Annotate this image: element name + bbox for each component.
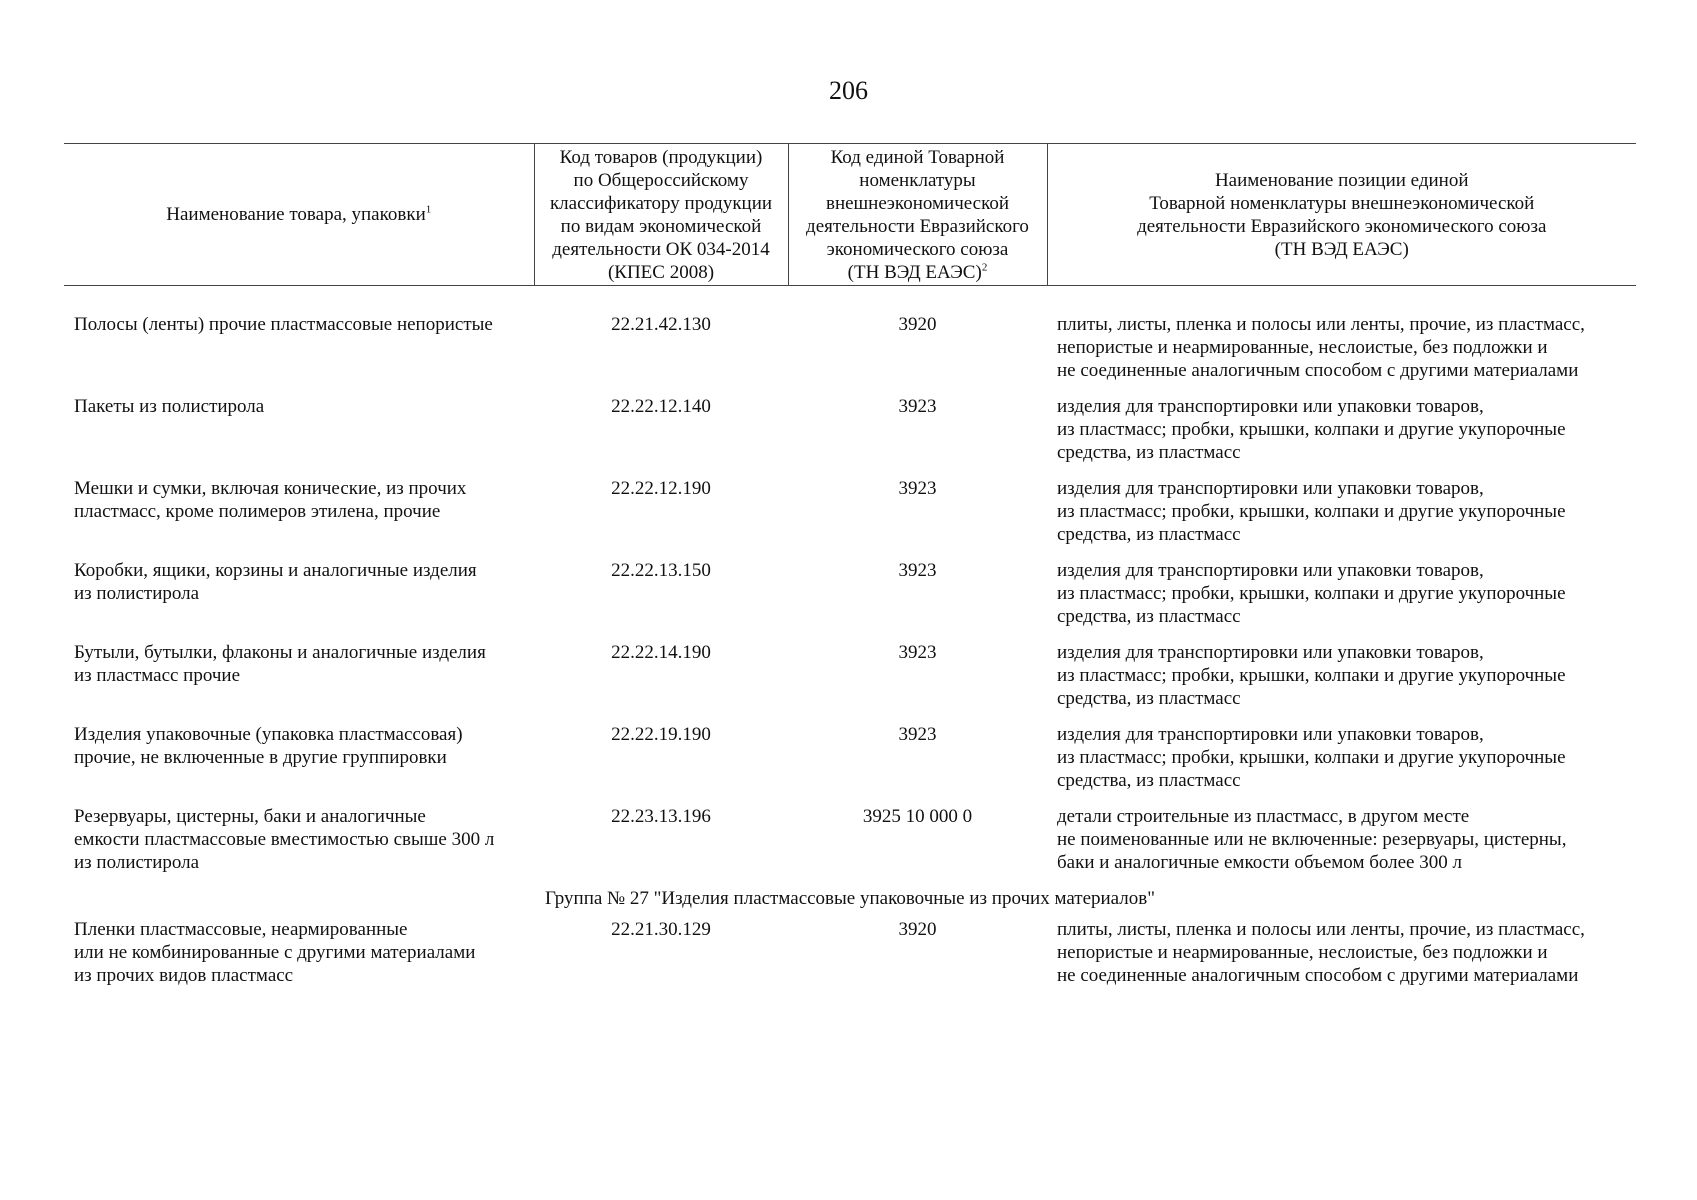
okpd-code-cell: 22.21.42.130 — [611, 314, 711, 335]
okpd-code-cell: 22.21.30.129 — [611, 919, 711, 940]
table-body — [64, 286, 1636, 1001]
tnved-description-cell: плиты, листы, пленка и полосы или ленты, прочие, из пластмасс, непористые и неармированные, неслоистые, без подложки и не соединенные аналогичным способом с другими материалами — [1057, 314, 1585, 381]
table-row — [64, 723, 1636, 805]
header-tnved-code — [788, 144, 1047, 286]
tnved-description-cell: изделия для транспортировки или упаковки товаров, из пластмасс; пробки, крышки, колпаки и другие укупорочные средства, из пластмасс — [1057, 560, 1566, 627]
header-okpd-code: Код товаров (продукции) по Общероссийскому классификатору продукции по видам экономической деятельности ОК 034-2014 (КПЕС 2008) — [534, 144, 788, 286]
okpd-code-cell: 22.22.13.150 — [611, 560, 711, 581]
tnved-code-cell: 3920 — [898, 314, 937, 335]
tnved-description-cell: изделия для транспортировки или упаковки товаров, из пластмасс; пробки, крышки, колпаки и другие укупорочные средства, из пластмасс — [1057, 396, 1566, 463]
group-heading-row — [64, 887, 1636, 918]
tnved-description-cell: изделия для транспортировки или упаковки товаров, из пластмасс; пробки, крышки, колпаки и другие укупорочные средства, из пластмасс — [1057, 478, 1566, 545]
product-name-cell: Коробки, ящики, корзины и аналогичные изделия из полистирола — [74, 560, 477, 604]
page-number: 206 — [829, 76, 868, 105]
okpd-code-cell: 22.23.13.196 — [611, 806, 711, 827]
table-row — [64, 395, 1636, 477]
header-tnved-name: Наименование позиции единой Товарной номенклатуры внешнеэкономической деятельности Евразийского экономического союза (ТН ВЭД ЕАЭС) — [1047, 144, 1636, 286]
product-name-cell: Мешки и сумки, включая конические, из прочих пластмасс, кроме полимеров этилена, прочие — [74, 478, 467, 522]
group-heading: Группа № 27 "Изделия пластмассовые упаковочные из прочих материалов" — [544, 888, 1155, 909]
tnved-code-cell: 3920 — [898, 919, 937, 940]
okpd-code-cell: 22.22.12.140 — [611, 396, 711, 417]
tnved-description-cell: плиты, листы, пленка и полосы или ленты, прочие, из пластмасс, непористые и неармированные, неслоистые, без подложки и не соединенные аналогичным способом с другими материалами — [1057, 919, 1585, 986]
table-row — [64, 641, 1636, 723]
table-header — [64, 144, 1636, 286]
footnote-ref-1: 1 — [425, 203, 432, 216]
tnved-code-cell: 3923 — [898, 560, 937, 581]
product-name-cell: Изделия упаковочные (упаковка пластмассовая) прочие, не включенные в другие группировки — [74, 724, 463, 768]
table-row — [64, 286, 1636, 396]
tnved-description-cell: детали строительные из пластмасс, в другом месте не поименованные или не включенные: резервуары, цистерны, баки и аналогичные емкости объемом более 300 л — [1057, 806, 1567, 873]
product-name-cell: Бутыли, бутылки, флаконы и аналогичные изделия из пластмасс прочие — [74, 642, 486, 686]
tnved-code-cell: 3925 10 000 0 — [862, 806, 973, 827]
okpd-code-cell: 22.22.12.190 — [611, 478, 711, 499]
tnved-code-cell: 3923 — [898, 396, 937, 417]
tnved-code-cell: 3923 — [898, 642, 937, 663]
table-row — [64, 805, 1636, 887]
product-name-cell: Полосы (ленты) прочие пластмассовые непористые — [74, 314, 493, 335]
table-row — [64, 559, 1636, 641]
okpd-code-cell: 22.22.19.190 — [611, 724, 711, 745]
classification-table — [64, 143, 1636, 1000]
product-name-cell: Пакеты из полистирола — [74, 396, 265, 417]
tnved-description-cell: изделия для транспортировки или упаковки товаров, из пластмасс; пробки, крышки, колпаки и другие укупорочные средства, из пластмасс — [1057, 642, 1566, 709]
header-product-name — [64, 144, 534, 286]
header-product-name-text: Наименование товара, упаковки — [166, 204, 426, 225]
product-name-cell: Резервуары, цистерны, баки и аналогичные емкости пластмассовые вместимостью свыше 300 л из полистирола — [74, 806, 495, 873]
tnved-description-cell: изделия для транспортировки или упаковки товаров, из пластмасс; пробки, крышки, колпаки и другие укупорочные средства, из пластмасс — [1057, 724, 1566, 791]
tnved-code-cell: 3923 — [898, 724, 937, 745]
okpd-code-cell: 22.22.14.190 — [611, 642, 711, 663]
tnved-code-cell: 3923 — [898, 478, 937, 499]
product-name-cell: Пленки пластмассовые, неармированные или не комбинированные с другими материалами из прочих видов пластмасс — [74, 919, 476, 986]
footnote-ref-2: 2 — [981, 261, 988, 274]
header-tnved-code-text: Код единой Товарной номенклатуры внешнеэкономической деятельности Евразийского экономического союза (ТН ВЭД ЕАЭС) — [806, 146, 1029, 283]
table-row — [64, 477, 1636, 559]
table-row — [64, 918, 1636, 1000]
